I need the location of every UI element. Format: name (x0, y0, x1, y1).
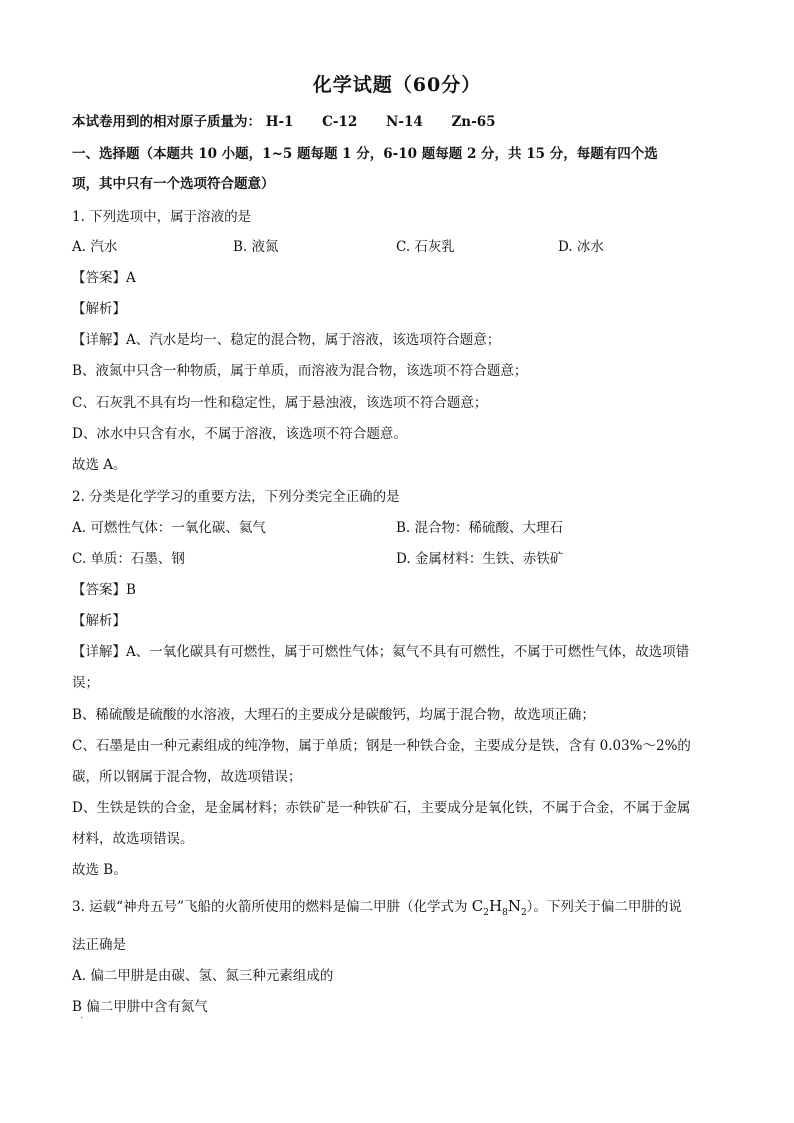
question-2-stem: 2. 分类是化学学习的重要方法，下列分类完全正确的是 (72, 489, 400, 505)
q1-answer: 【答案】A (72, 270, 136, 286)
atomic-mass-zn: Zn-65 (451, 114, 496, 130)
chemical-formula: $C_2H_8N_2$ (471, 897, 527, 918)
atomic-mass-h: H-1 (265, 114, 294, 130)
q2-detail-line: D、生铁是铁的合金，是金属材料；赤铁矿是一种铁矿石，主要成分是氧化铁，不属于合金，不属于金属 (72, 800, 691, 816)
q2-detail-line: 材料，故选项错误。 (72, 831, 194, 847)
atomic-mass-line (72, 110, 520, 130)
question-3-stem (72, 895, 682, 918)
q1-option-c: C. 石灰乳 (396, 239, 455, 255)
q3-option-a: A. 偏二甲肼是由碳、氢、氮三种元素组成的 (72, 968, 334, 984)
q2-detail-line: B、稀硫酸是硫酸的水溶液，大理石的主要成分是碳酸钙，均属于混合物，故选项正确； (72, 707, 595, 723)
q3-stem-before: 3. 运载“神舟五号”飞船的火箭所使用的燃料是偏二甲肼（化学式为 (72, 899, 472, 915)
q1-option-a: A. 汽水 (72, 239, 118, 255)
section-heading-line1: 一、选择题（本题共 10 小题，1~5 题每题 1 分，6-10 题每题 2 分，共 15 分，每题有四个选 (72, 146, 658, 162)
q2-option-c: C. 单质：石墨、钢 (72, 551, 185, 567)
q1-detail-line: B、液氮中只含一种物质，属于单质，而溶液为混合物，该选项不符合题意； (72, 363, 528, 379)
q2-option-a: A. 可燃性气体：一氧化碳、氦气 (72, 520, 266, 536)
q3-option-b: B 偏二甲肼中含有氮气 (72, 999, 208, 1015)
q2-detail-line: 碳，所以钢属于混合物，故选项错误； (72, 769, 302, 785)
section-heading-line2: 项，其中只有一个选项符合题意） (72, 176, 275, 192)
q2-detail-line: C、石墨是由一种元素组成的纯净物，属于单质；钢是一种铁合金，主要成分是铁，含有 0.03%～2%的 (72, 738, 691, 754)
q2-detail-line: 误； (72, 675, 99, 691)
q1-option-d: D. 冰水 (558, 239, 604, 255)
q1-detail-line: C、石灰乳不具有均一性和稳定性，属于悬浊液，该选项不符合题意； (72, 395, 488, 411)
page-title: 化学试题（60分） (312, 74, 482, 96)
q2-option-d: D. 金属材料：生铁、赤铁矿 (396, 551, 564, 567)
q2-option-b: B. 混合物：稀硫酸、大理石 (396, 520, 564, 536)
q2-detail-line: 【详解】A、一氧化碳具有可燃性，属于可燃性气体；氦气不具有可燃性，不属于可燃性气体，故选项错 (72, 644, 690, 660)
atomic-mass-c: C-12 (322, 114, 358, 130)
question-1-stem: 1. 下列选项中，属于溶液的是 (72, 209, 252, 225)
q1-conclusion: 故选 A。 (72, 457, 127, 473)
question-3-stem-line2: 法正确是 (72, 937, 126, 953)
q2-answer: 【答案】B (72, 582, 136, 598)
atomic-mass-n: N-14 (386, 114, 423, 130)
q2-conclusion: 故选 B。 (72, 862, 127, 878)
q1-detail-line: 【详解】A、汽水是均一、稳定的混合物，属于溶液，该选项符合题意； (72, 332, 501, 348)
q3-stem-after: ）。下列关于偏二甲肼的说 (526, 899, 682, 915)
q1-option-b: B. 液氮 (233, 239, 279, 255)
q2-analysis-label: 【解析】 (72, 613, 126, 629)
scan-mark: · (80, 1013, 84, 1024)
q1-detail-line: D、冰水中只含有水，不属于溶液，该选项不符合题意。 (72, 426, 407, 442)
q1-analysis-label: 【解析】 (72, 301, 126, 317)
atomic-mass-label: 本试卷用到的相对原子质量为： (72, 114, 261, 130)
